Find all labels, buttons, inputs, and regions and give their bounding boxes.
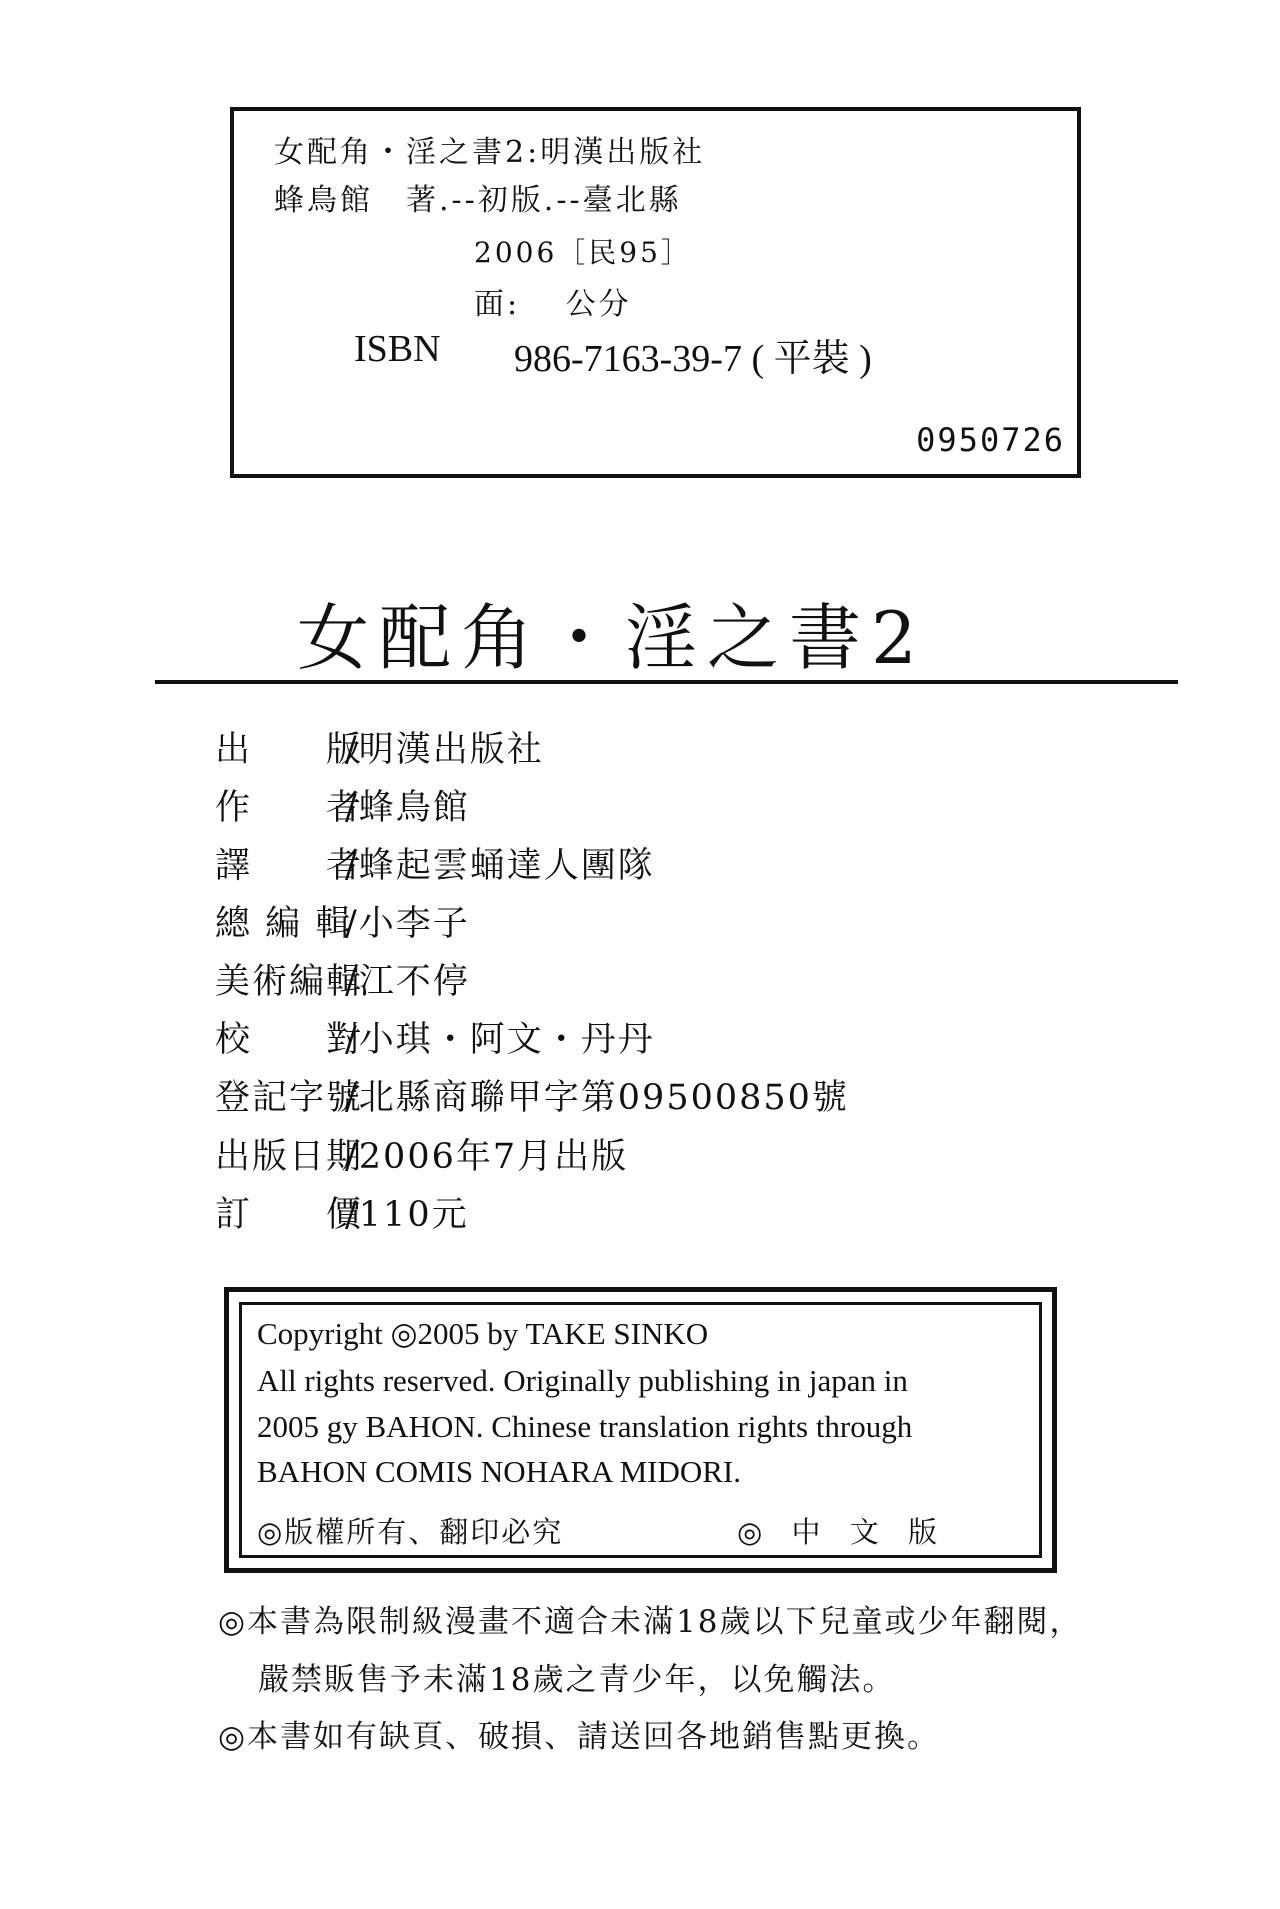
colophon-row: 作 者/蜂鳥館: [215, 788, 470, 828]
isbn-label: ISBN: [354, 328, 441, 370]
copyright-box: [224, 1287, 1057, 1573]
cip-line-3: 2006［民95］: [474, 236, 692, 269]
colophon-row: 訂 價/110元: [215, 1195, 469, 1235]
colophon-row: 出 版/明漢出版社: [215, 730, 544, 770]
isbn-value: 986-7163-39-7 ( 平裝 ): [514, 338, 872, 380]
copyright-line-1: Copyright ◎2005 by TAKE SINKO: [257, 1316, 709, 1351]
cip-code: 0950726: [916, 421, 1065, 459]
copyright-line-4: BAHON COMIS NOHARA MIDORI.: [257, 1454, 741, 1489]
copyright-line-2: All rights reserved. Originally publishing in japan in: [257, 1363, 908, 1398]
colophon-row: 出版日期/2006年7月出版: [215, 1137, 629, 1177]
cip-line-1: 女配角・淫之書2:明漢出版社: [274, 135, 706, 170]
cip-line-2: 蜂鳥館 著.--初版.--臺北縣: [274, 183, 682, 218]
title-rule: [155, 680, 1178, 684]
edition-label: ◎ 中 文 版: [737, 1515, 947, 1549]
book-title: 女配角・淫之書2: [297, 596, 927, 680]
notice-line-2: 嚴禁販售予未滿18歲之青少年，以免觸法。: [258, 1662, 896, 1698]
cip-box: [230, 107, 1081, 478]
colophon-row: 總 編 輯/小李子: [215, 904, 470, 944]
notice-line-3: ◎本書如有缺頁、破損、請送回各地銷售點更換。: [218, 1719, 941, 1755]
copyright-line-3: 2005 gy BAHON. Chinese translation rights through: [257, 1409, 913, 1444]
rights-reserved: ◎版權所有、翻印必究: [257, 1515, 564, 1549]
colophon-row: 譯 者/蜂起雲蛹達人團隊: [215, 846, 655, 886]
cip-line-4: 面: 公分: [474, 287, 632, 322]
notice-line-1: ◎本書為限制級漫畫不適合未滿18歲以下兒童或少年翻閱，: [218, 1604, 1083, 1640]
colophon-row: 登記字號/北縣商聯甲字第09500850號: [215, 1078, 849, 1118]
colophon-row: 校 對/小琪・阿文・丹丹: [215, 1020, 655, 1060]
colophon-row: 美術編輯/江不停: [215, 962, 470, 1002]
